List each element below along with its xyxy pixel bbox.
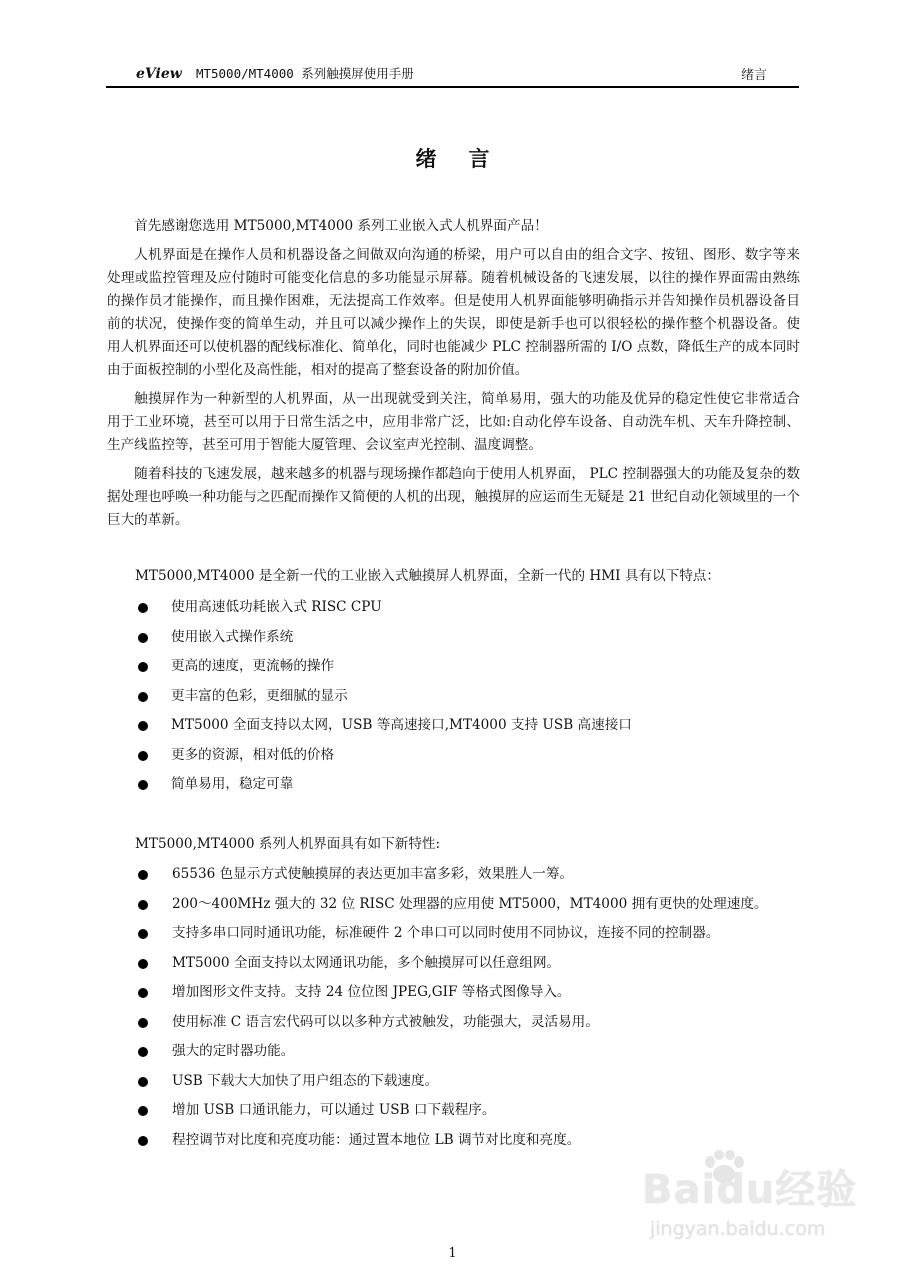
list-item <box>138 1012 808 1042</box>
list-item-text: 200～400MHz 强大的 32 位 RISC 处理器的应用使 MT5000，MT4000 拥有更快的处理速度。 <box>172 895 768 912</box>
list-item <box>138 774 808 804</box>
new-features-intro: MT5000,MT4000 系列人机界面具有如下新特性: <box>135 836 441 852</box>
list-item-text: 增加 USB 口通讯能力，可以通过 USB 口下载程序。 <box>172 1102 496 1118</box>
new-features-list <box>138 864 808 1159</box>
list-item-text: 使用高速低功耗嵌入式 RISC CPU <box>171 599 382 615</box>
header-section: 绪言 <box>740 68 767 83</box>
bullet-icon <box>138 1047 148 1057</box>
list-item <box>138 656 808 686</box>
list-item <box>138 894 808 924</box>
list-item <box>138 923 808 953</box>
list-item <box>138 953 808 983</box>
list-item <box>138 597 808 627</box>
bullet-icon <box>138 1077 148 1087</box>
intro-paragraph: 首先感谢您选用 MT5000,MT4000 系列工业嵌入式人机界面产品！ <box>134 218 548 234</box>
list-item-text: 增加图形文件支持。支持 24 位位图 JPEG,GIF 等格式图像导入。 <box>172 984 571 1000</box>
features-list <box>138 597 808 804</box>
header-rule <box>106 86 799 88</box>
intro-paragraph: 随着科技的飞速发展，越来越多的机器与现场操作都趋向于使用人机界面， PLC 控制器强大的功能及复杂的数据处理也呼唤一种功能与之匹配而操作又简便的人机的出现，触摸屏的应运而生无疑是 21 世纪自动化领域里的一个巨大的革新。 <box>107 466 800 528</box>
page-number: 1 <box>448 1246 457 1261</box>
bullet-icon <box>138 721 148 731</box>
bullet-icon <box>138 603 148 613</box>
page-title: 绪言 <box>415 146 522 171</box>
features-intro: MT5000,MT4000 是全新一代的工业嵌入式触摸屏人机界面，全新一代的 HMI 具有以下特点： <box>135 568 720 584</box>
list-item-text: USB 下载大大加快了用户组态的下载速度。 <box>172 1072 439 1089</box>
list-item-text: 更丰富的色彩，更细腻的显示 <box>171 687 348 704</box>
bullet-icon <box>138 633 148 643</box>
bullet-icon <box>138 692 148 702</box>
list-item-text: 使用标准 C 语言宏代码可以以多种方式被触发，功能强大，灵活易用。 <box>172 1013 599 1030</box>
header-title: MT5000/MT4000 系列触摸屏使用手册 <box>195 66 414 81</box>
list-item-text: MT5000 全面支持以太网，USB 等高速接口,MT4000 支持 USB 高速接口 <box>171 717 632 733</box>
bullet-icon <box>138 1136 148 1146</box>
bullet-icon <box>138 870 148 880</box>
list-item-text: MT5000 全面支持以太网通讯功能，多个触摸屏可以任意组网。 <box>172 954 561 971</box>
list-item-text: 65536 色显示方式使触摸屏的表达更加丰富多彩，效果胜人一筹。 <box>172 866 574 882</box>
baidu-watermark <box>632 1150 882 1260</box>
list-item <box>138 715 808 745</box>
intro-paragraph: 人机界面是在操作人员和机器设备之间做双向沟通的桥梁，用户可以自由的组合文字、按钮、图形、数字等来处理或监控管理及应付随时可能变化信息的多功能显示屏幕。随着机械设备的飞速发展，以往的操作界面需由熟练的操作员才能操作，而且操作困难，无法提高工作效率。但是使用人机界面能够明确指示并告知操作员机器设备目前的状况，使操作变的简单生动，并且可以减少操作上的失误，即使是新手也可以很轻松的操作整个机器设备。使用人机界面还可以使机器的配线标准化、简单化，同时也能减少 PLC 控制器所需的 I/O 点数，降低生产的成本同时由于面板控制的小型化及高性能，相对的提高了整套设备的附加价值。 <box>107 247 800 378</box>
bullet-icon <box>138 751 148 761</box>
list-item <box>138 745 808 775</box>
list-item <box>138 686 808 716</box>
intro-body <box>107 215 800 532</box>
list-item-text: 更多的资源，相对低的价格 <box>171 746 335 763</box>
bullet-icon <box>138 959 148 969</box>
list-item <box>138 1071 808 1101</box>
intro-paragraph: 触摸屏作为一种新型的人机界面，从一出现就受到关注，简单易用，强大的功能及优异的稳定性使它非常适合用于工业环境，甚至可以用于日常生活之中，应用非常广泛，比如:自动化停车设备、自动洗车机、天车升降控制、生产线监控等，甚至可用于智能大厦管理、会议室声光控制、温度调整。 <box>107 391 800 453</box>
list-item <box>138 1041 808 1071</box>
watermark-url: jingyan.baidu.com <box>650 1218 826 1240</box>
list-item-text: 支持多串口同时通讯功能，标准硬件 2 个串口可以同时使用不同协议，连接不同的控制器。 <box>172 925 720 941</box>
list-item-text: 程控调节对比度和亮度功能：通过置本地位 LB 调节对比度和亮度。 <box>172 1131 581 1148</box>
list-item-text: 使用嵌入式操作系统 <box>171 628 294 645</box>
bullet-icon <box>138 662 148 672</box>
bullet-icon <box>138 988 148 998</box>
bullet-icon <box>138 929 148 939</box>
watermark-logo: Baidu经验 <box>642 1167 858 1213</box>
bullet-icon <box>138 780 148 790</box>
list-item-text: 简单易用，稳定可靠 <box>171 776 294 792</box>
list-item-text: 更高的速度，更流畅的操作 <box>171 658 335 674</box>
header-brand: eView <box>136 66 182 82</box>
list-item <box>138 1100 808 1130</box>
list-item-text: 强大的定时器功能。 <box>172 1043 295 1059</box>
list-item <box>138 982 808 1012</box>
bullet-icon <box>138 900 148 910</box>
bullet-icon <box>138 1018 148 1028</box>
list-item <box>138 627 808 657</box>
list-item <box>138 864 808 894</box>
bullet-icon <box>138 1106 148 1116</box>
page-header <box>106 64 799 86</box>
